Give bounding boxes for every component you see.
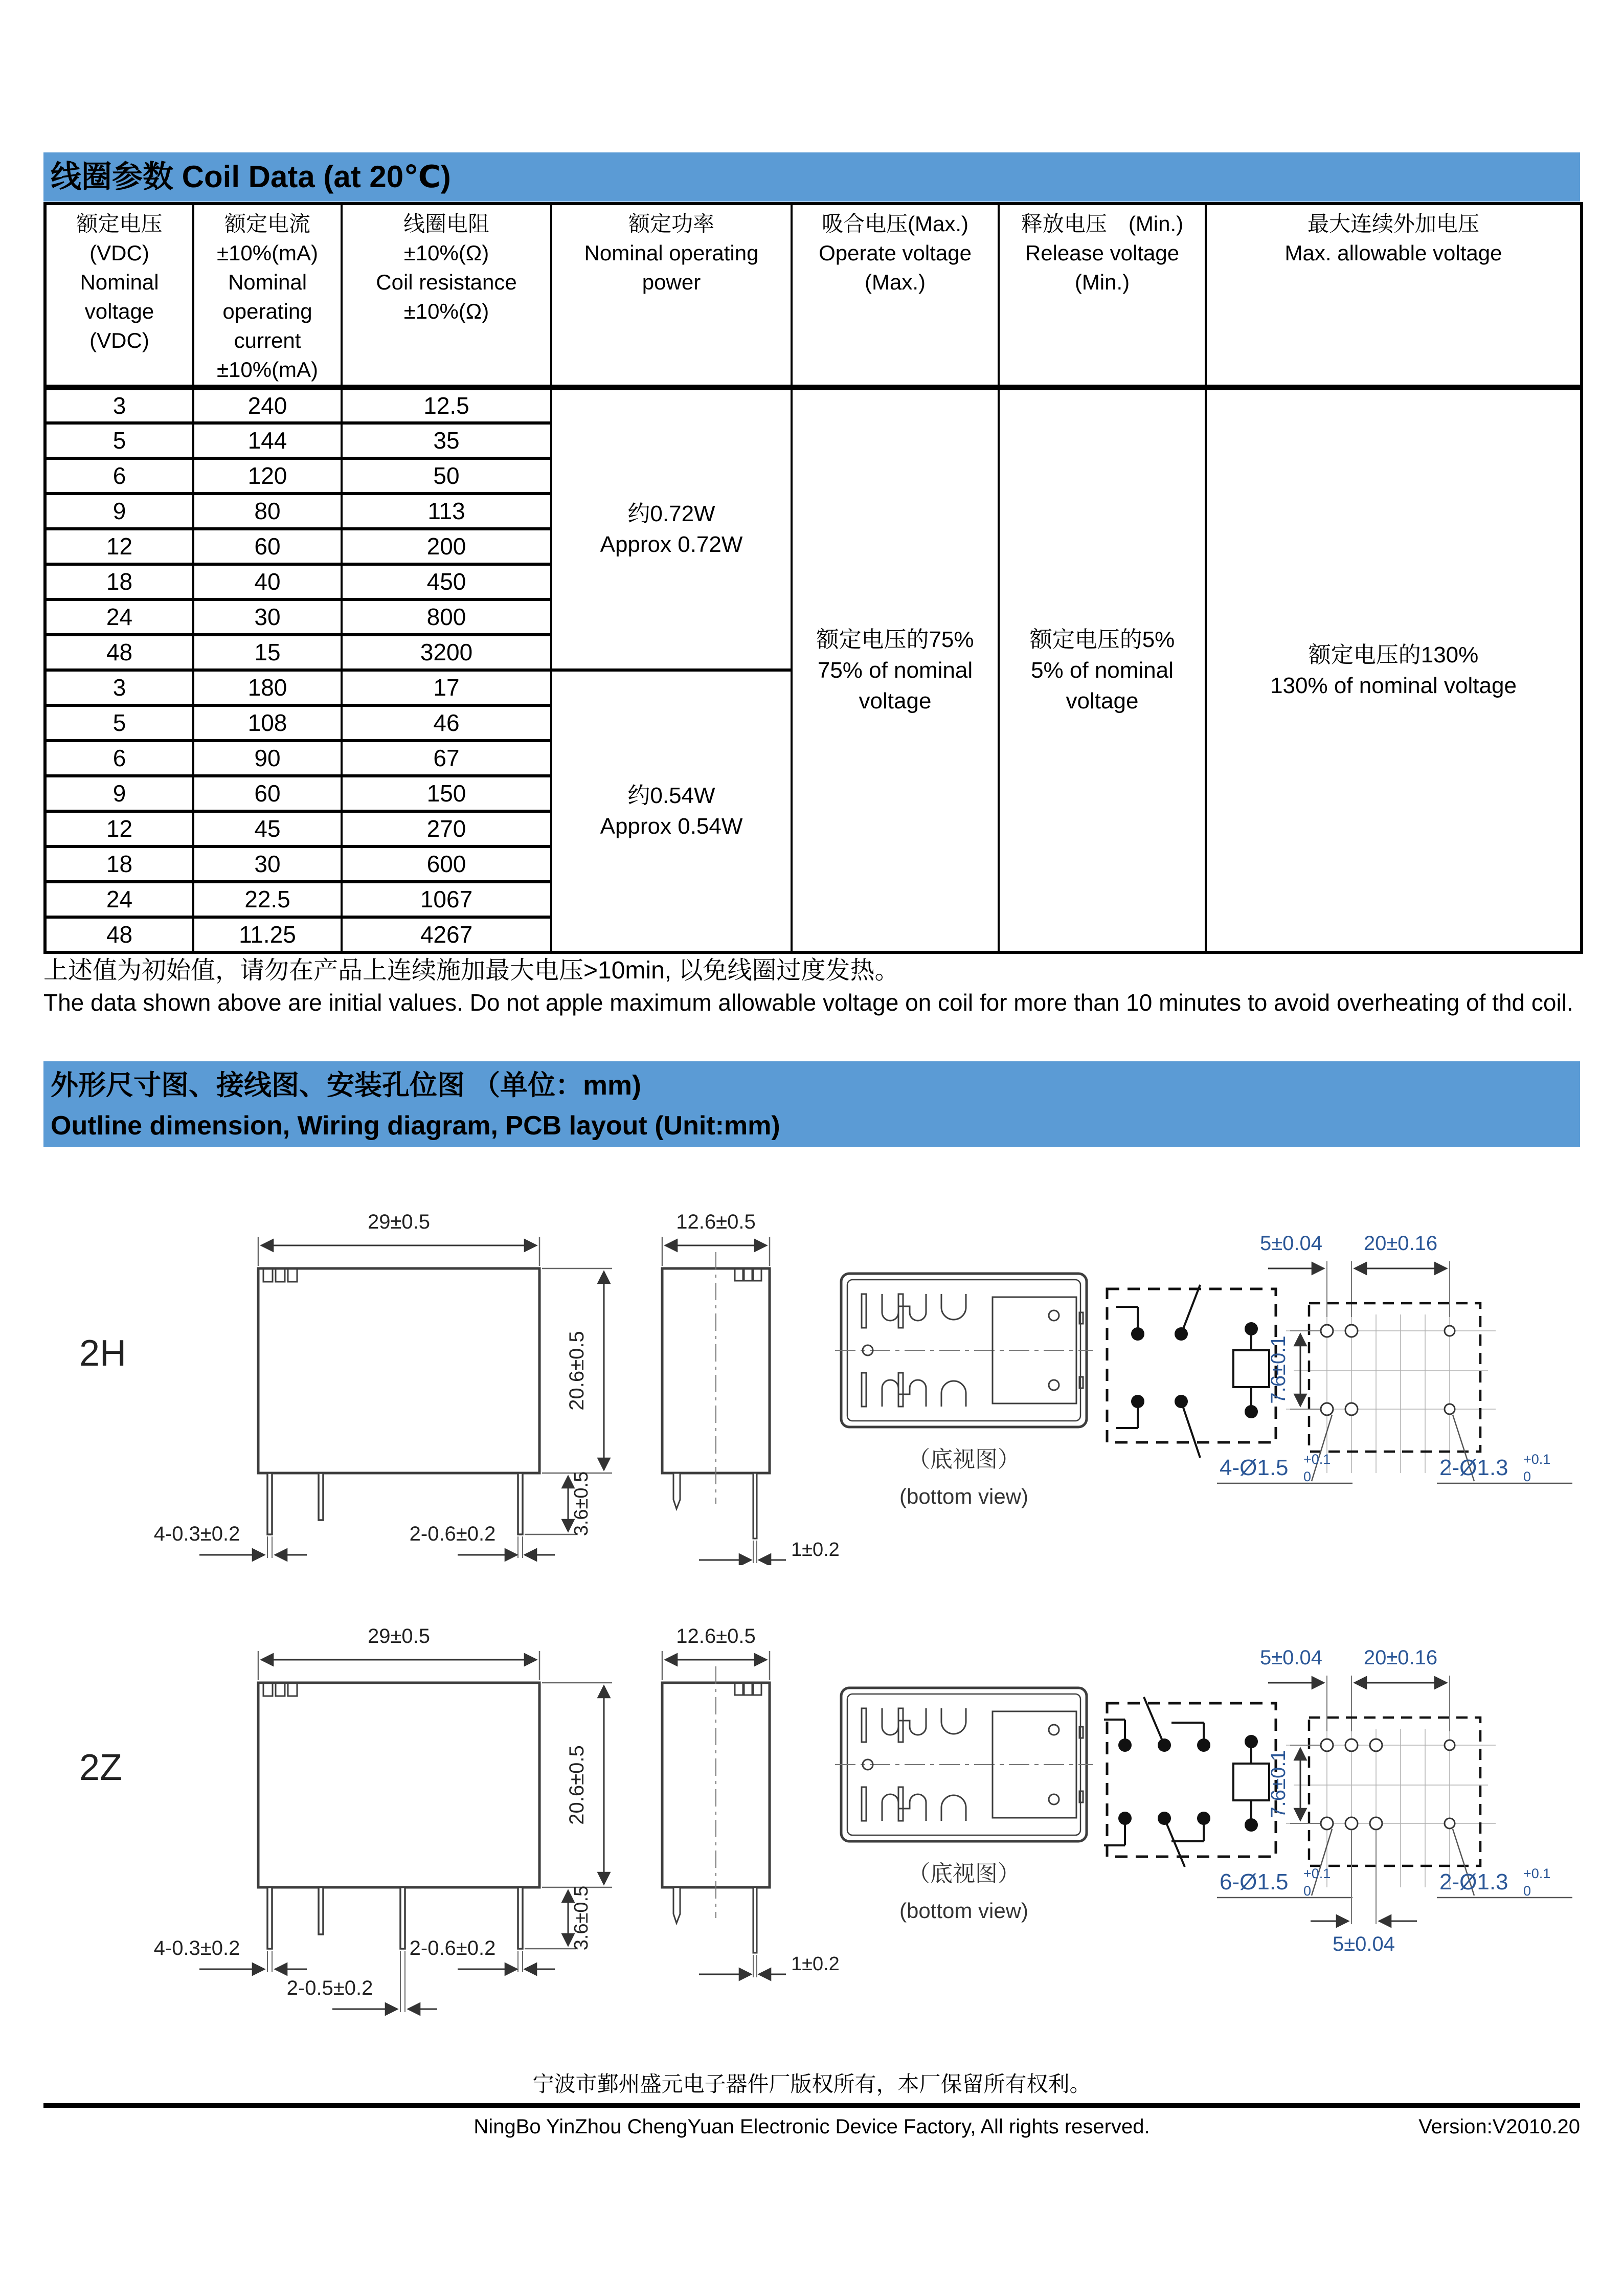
dim-side-width-2h: 12.6±0.5 <box>676 1211 756 1233</box>
nominal-current-cell: 80 <box>193 494 342 529</box>
bottom-view-caption-en-2h: (bottom view) <box>899 1484 1029 1508</box>
coil-note <box>43 954 1583 1017</box>
nominal-current-cell: 240 <box>193 388 342 423</box>
pcb-hole-tol-zero-2z: 0 <box>1303 1883 1312 1899</box>
coil-resistance-cell: 450 <box>342 564 551 599</box>
nominal-voltage-cell: 6 <box>45 458 193 494</box>
nominal-current-cell: 108 <box>193 705 342 741</box>
nominal-current-cell: 11.25 <box>193 917 342 952</box>
nominal-current-cell: 60 <box>193 776 342 811</box>
bottom-view-2z <box>835 1688 1093 1923</box>
variant-label-2z: 2Z <box>79 1747 123 1788</box>
nominal-current-cell: 60 <box>193 529 342 564</box>
wiring-diagram-2h <box>1107 1285 1276 1458</box>
coil-resistance-cell: 12.5 <box>342 388 551 423</box>
pcb-small-hole-label-2h: 2-Ø1.3 <box>1439 1455 1508 1480</box>
nominal-power-cell: 约0.54W Approx 0.54W <box>551 670 792 952</box>
dim-pcb-bottom-pitch-2z: 5±0.04 <box>1332 1933 1395 1955</box>
nominal-current-cell: 15 <box>193 635 342 670</box>
coil-note-en: The data shown above are initial values. Do not apple maximum allowable voltage on coil for more than 10 minutes to avoid overheating of thd coil. <box>43 989 1573 1016</box>
pcb-hole-tol-zero-2h: 0 <box>1303 1469 1312 1484</box>
outline-drawing-2h <box>43 1197 1580 1565</box>
coil-resistance-cell: 4267 <box>342 917 551 952</box>
nominal-current-cell: 30 <box>193 599 342 635</box>
column-header-3: 额定功率 Nominal operating power <box>551 204 792 388</box>
coil-resistance-cell: 150 <box>342 776 551 811</box>
nominal-voltage-cell: 48 <box>45 917 193 952</box>
dim-pin-b-2z: 2-0.6±0.2 <box>409 1937 496 1959</box>
nominal-current-cell: 45 <box>193 811 342 846</box>
dim-pin-b-2h: 2-0.6±0.2 <box>409 1523 496 1545</box>
nominal-current-cell: 30 <box>193 846 342 882</box>
table-row <box>45 388 1582 423</box>
pcb-layout-2z <box>1217 1646 1572 1955</box>
coil-resistance-cell: 200 <box>342 529 551 564</box>
dim-width-2z: 29±0.5 <box>367 1625 431 1647</box>
nominal-voltage-cell: 6 <box>45 741 193 776</box>
coil-data-table <box>43 202 1583 954</box>
variant-label-2h: 2H <box>79 1333 127 1374</box>
dim-pcb-row-2z: 7.6±0.1 <box>1267 1750 1290 1818</box>
pcb-hole-label-2z: 6-Ø1.5 <box>1220 1869 1289 1894</box>
pcb-hole-tol-plus-2h: +0.1 <box>1303 1452 1331 1467</box>
coil-resistance-cell: 46 <box>342 705 551 741</box>
nominal-voltage-cell: 18 <box>45 564 193 599</box>
outline-title-cn: 外形尺寸图、接线图、安装孔位图 （单位：mm) <box>51 1070 642 1101</box>
nominal-voltage-cell: 5 <box>45 705 193 741</box>
dim-pin-a-2z: 4-0.3±0.2 <box>153 1937 240 1959</box>
dim-pin-c-2z: 2-0.5±0.2 <box>286 1977 373 1999</box>
pcb-small-hole-tol-zero-2z: 0 <box>1523 1883 1531 1899</box>
column-header-6: 最大连续外加电压 Max. allowable voltage <box>1206 204 1582 388</box>
nominal-current-cell: 22.5 <box>193 882 342 917</box>
nominal-voltage-cell: 9 <box>45 494 193 529</box>
coil-note-cn: 上述值为初始值，请勿在产品上连续施加最大电压>10min, 以免线圈过度发热。 <box>43 957 899 984</box>
dim-side-pin-2h: 1±0.2 <box>791 1539 840 1561</box>
nominal-voltage-cell: 48 <box>45 635 193 670</box>
coil-data-title: 线圈参数 Coil Data (at 20℃) <box>51 160 451 194</box>
operate-voltage-cell: 额定电压的75% 75% of nominal voltage <box>792 388 999 952</box>
footer-version: Version:V2010.20 <box>1418 2115 1580 2138</box>
coil-resistance-cell: 113 <box>342 494 551 529</box>
dim-pin-length-2h: 3.6±0.5 <box>571 1471 592 1536</box>
column-header-4: 吸合电压(Max.) Operate voltage (Max.) <box>792 204 999 388</box>
coil-resistance-cell: 35 <box>342 423 551 458</box>
dim-height-2h: 20.6±0.5 <box>566 1331 588 1411</box>
table-header-row <box>45 204 1582 388</box>
nominal-power-cell: 约0.72W Approx 0.72W <box>551 388 792 670</box>
nominal-voltage-cell: 12 <box>45 811 193 846</box>
dim-side-pin-2z: 1±0.2 <box>791 1953 840 1975</box>
dim-pcb-pitch-2z: 5±0.04 <box>1259 1646 1323 1669</box>
nominal-current-cell: 40 <box>193 564 342 599</box>
bottom-view-caption-cn-2z: （底视图） <box>908 1861 1020 1886</box>
pcb-small-hole-tol-zero-2h: 0 <box>1523 1469 1531 1484</box>
nominal-voltage-cell: 9 <box>45 776 193 811</box>
dim-pin-length-2z: 3.6±0.5 <box>571 1885 592 1951</box>
dim-pcb-pitch-2h: 5±0.04 <box>1259 1232 1323 1255</box>
pcb-small-hole-tol-plus-2h: +0.1 <box>1523 1452 1551 1467</box>
pcb-small-hole-tol-plus-2z: +0.1 <box>1523 1866 1551 1881</box>
footer-copyright-en: NingBo YinZhou ChengYuan Electronic Device Factory, All rights reserved. <box>474 2115 1150 2138</box>
nominal-voltage-cell: 5 <box>45 423 193 458</box>
front-view-2h <box>154 1211 612 1558</box>
pcb-hole-label-2h: 4-Ø1.5 <box>1220 1455 1289 1480</box>
front-view-2z <box>154 1625 612 2012</box>
nominal-voltage-cell: 3 <box>45 388 193 423</box>
nominal-voltage-cell: 3 <box>45 670 193 705</box>
pcb-small-hole-label-2z: 2-Ø1.3 <box>1439 1869 1508 1894</box>
nominal-voltage-cell: 12 <box>45 529 193 564</box>
nominal-voltage-cell: 24 <box>45 882 193 917</box>
coil-resistance-cell: 1067 <box>342 882 551 917</box>
side-view-2z <box>662 1625 840 1977</box>
bottom-view-2h <box>835 1274 1093 1508</box>
dim-pin-a-2h: 4-0.3±0.2 <box>153 1523 240 1545</box>
pcb-hole-tol-plus-2z: +0.1 <box>1303 1866 1331 1881</box>
bottom-view-caption-en-2z: (bottom view) <box>899 1899 1029 1923</box>
footer-divider <box>43 2103 1580 2108</box>
nominal-current-cell: 120 <box>193 458 342 494</box>
dim-pcb-row-2h: 7.6±0.1 <box>1267 1335 1290 1404</box>
bottom-view-caption-cn-2h: （底视图） <box>908 1447 1020 1472</box>
coil-resistance-cell: 800 <box>342 599 551 635</box>
column-header-5: 释放电压 (Min.) Release voltage (Min.) <box>999 204 1206 388</box>
side-view-2h <box>662 1211 840 1563</box>
column-header-0: 额定电压 (VDC) Nominal voltage (VDC) <box>45 204 193 388</box>
column-header-2: 线圈电阻 ±10%(Ω) Coil resistance ±10%(Ω) <box>342 204 551 388</box>
nominal-voltage-cell: 24 <box>45 599 193 635</box>
coil-resistance-cell: 67 <box>342 741 551 776</box>
coil-resistance-cell: 600 <box>342 846 551 882</box>
wiring-diagram-2z <box>1104 1697 1276 1867</box>
dim-pcb-span-2h: 20±0.16 <box>1363 1232 1438 1255</box>
dim-pcb-span-2z: 20±0.16 <box>1363 1646 1438 1669</box>
nominal-current-cell: 180 <box>193 670 342 705</box>
coil-resistance-cell: 50 <box>342 458 551 494</box>
coil-resistance-cell: 3200 <box>342 635 551 670</box>
column-header-1: 额定电流 ±10%(mA) Nominal operating current ±10%(mA) <box>193 204 342 388</box>
dim-height-2z: 20.6±0.5 <box>566 1745 588 1825</box>
dim-side-width-2z: 12.6±0.5 <box>676 1625 756 1647</box>
max-allowable-voltage-cell: 额定电压的130% 130% of nominal voltage <box>1206 388 1582 952</box>
nominal-current-cell: 144 <box>193 423 342 458</box>
outline-title-en: Outline dimension, Wiring diagram, PCB layout (Unit:mm) <box>51 1111 780 1141</box>
section-title-coil-data <box>43 152 1580 202</box>
dim-width-2h: 29±0.5 <box>367 1211 431 1233</box>
nominal-current-cell: 90 <box>193 741 342 776</box>
section-title-outline <box>43 1061 1580 1147</box>
release-voltage-cell: 额定电压的5% 5% of nominal voltage <box>999 388 1206 952</box>
pcb-layout-2h <box>1217 1232 1572 1484</box>
nominal-voltage-cell: 18 <box>45 846 193 882</box>
footer-copyright-cn: 宁波市鄞州盛元电子器件厂版权所有，本厂保留所有权利。 <box>532 2072 1091 2096</box>
outline-drawing-2z <box>43 1611 1580 2020</box>
coil-resistance-cell: 270 <box>342 811 551 846</box>
coil-resistance-cell: 17 <box>342 670 551 705</box>
